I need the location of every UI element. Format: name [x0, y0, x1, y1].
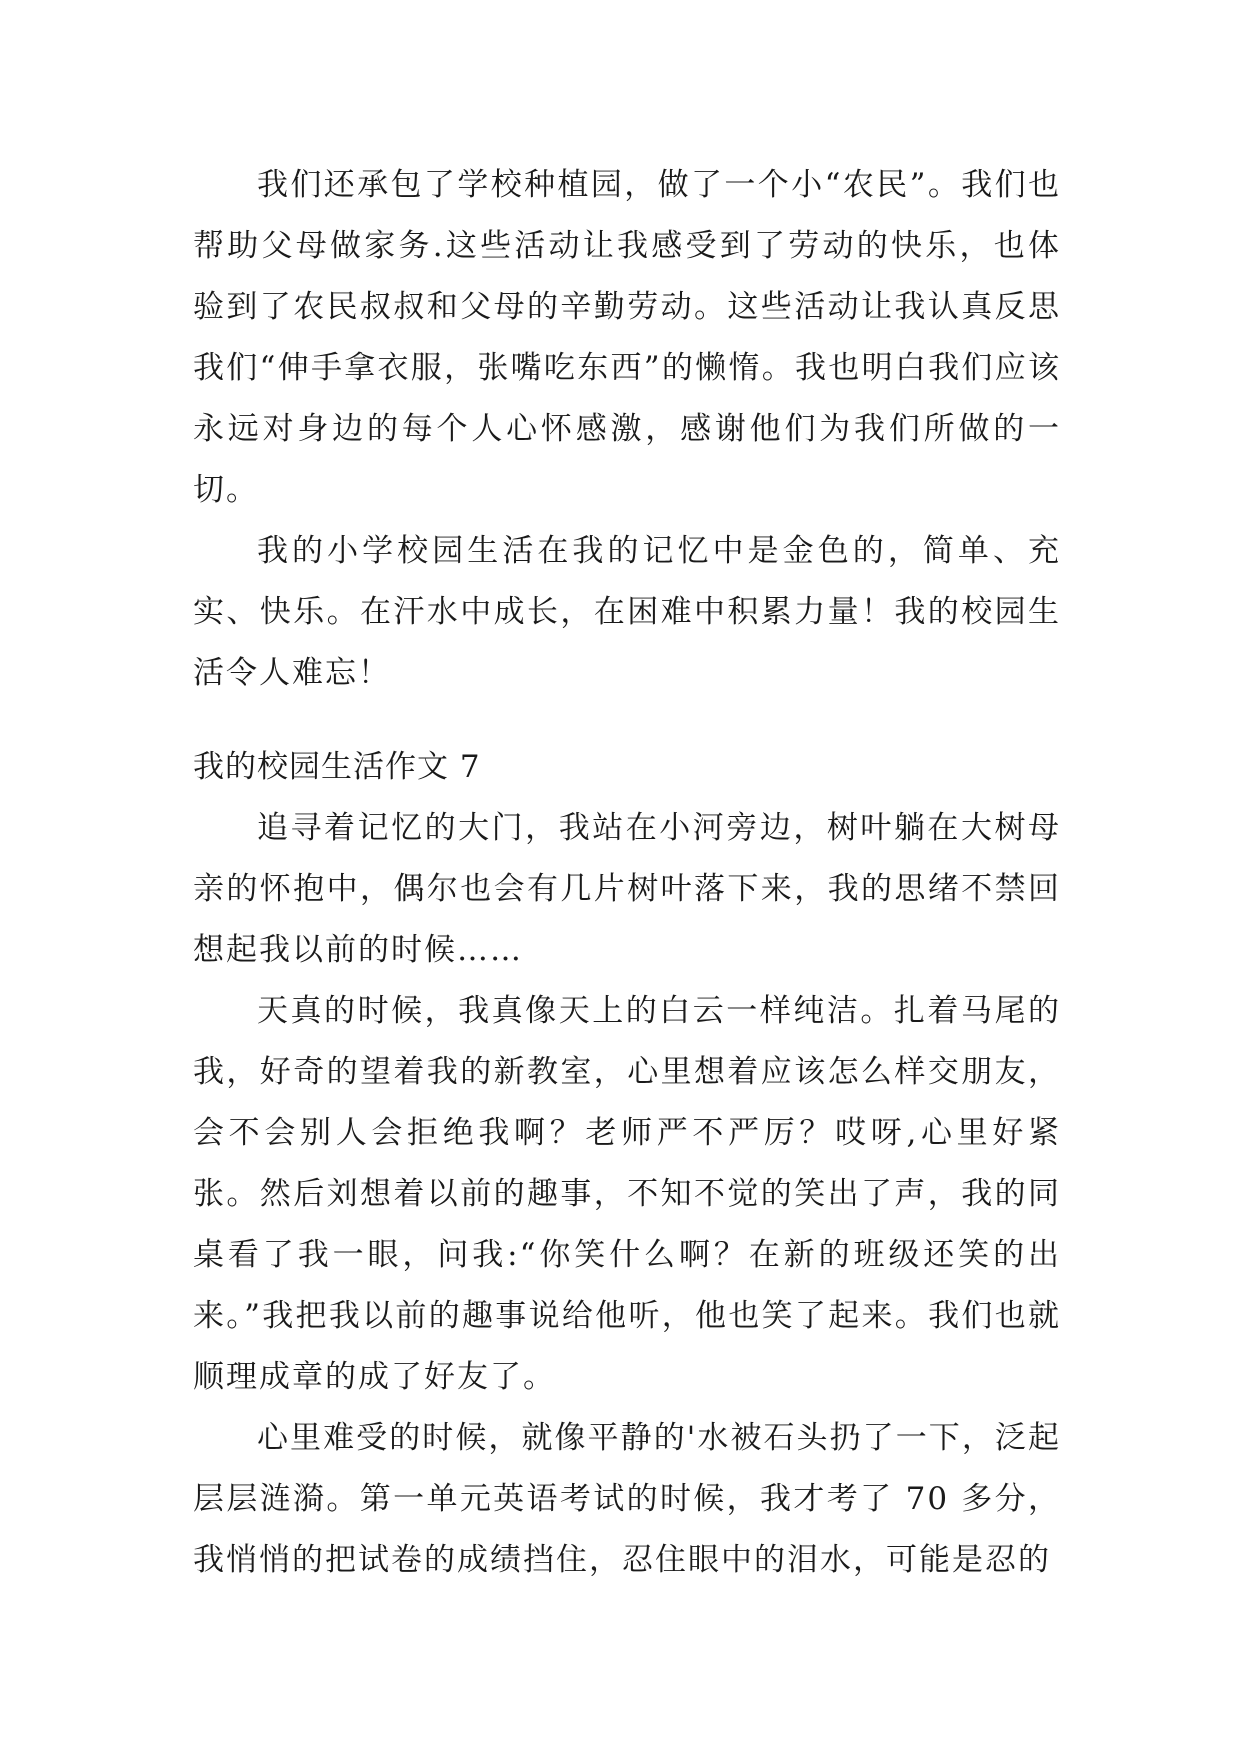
paragraph: 我的小学校园生活在我的记忆中是金色的，简单、充实、快乐。在汗水中成长，在困难中积累力量！我的校园生活令人难忘！ — [193, 533, 1061, 691]
section-title: 我的校园生活作文 7 — [193, 749, 481, 785]
paragraph: 天真的时候，我真像天上的白云一样纯洁。扎着马尾的我，好奇的望着我的新教室，心里想着应该怎么样交朋友，会不会别人会拒绝我啊？老师严不严厉？哎呀,心里好紧张。然后刘想着以前的趣事，不知不觉的笑出了声，我的同桌看了我一眼，问我:“你笑什么啊？在新的班级还笑的出来。”我把我以前的趣事说给他听，他也笑了起来。我们也就顺理成章的成了好友了。 — [193, 993, 1061, 1395]
paragraph: 心里难受的时候，就像平静的'水被石头扔了一下，泛起层层涟漪。第一单元英语考试的时候，我才考了 70 多分，我悄悄的把试卷的成绩挡住，忍住眼中的泪水，可能是忍的 — [193, 1420, 1061, 1578]
paragraph: 我们还承包了学校种植园，做了一个小“农民”。我们也帮助父母做家务.这些活动让我感受到了劳动的快乐，也体验到了农民叔叔和父母的辛勤劳动。这些活动让我认真反思我们“伸手拿衣服，张嘴吃东西”的懒惰。我也明白我们应该永远对身边的每个人心怀感激，感谢他们为我们所做的一切。 — [193, 167, 1061, 508]
paragraph: 追寻着记忆的大门，我站在小河旁边，树叶躺在大树母亲的怀抱中，偶尔也会有几片树叶落下来，我的思绪不禁回想起我以前的时候…… — [193, 810, 1061, 968]
top-text-block — [193, 155, 1061, 704]
section-block — [193, 737, 1061, 1591]
